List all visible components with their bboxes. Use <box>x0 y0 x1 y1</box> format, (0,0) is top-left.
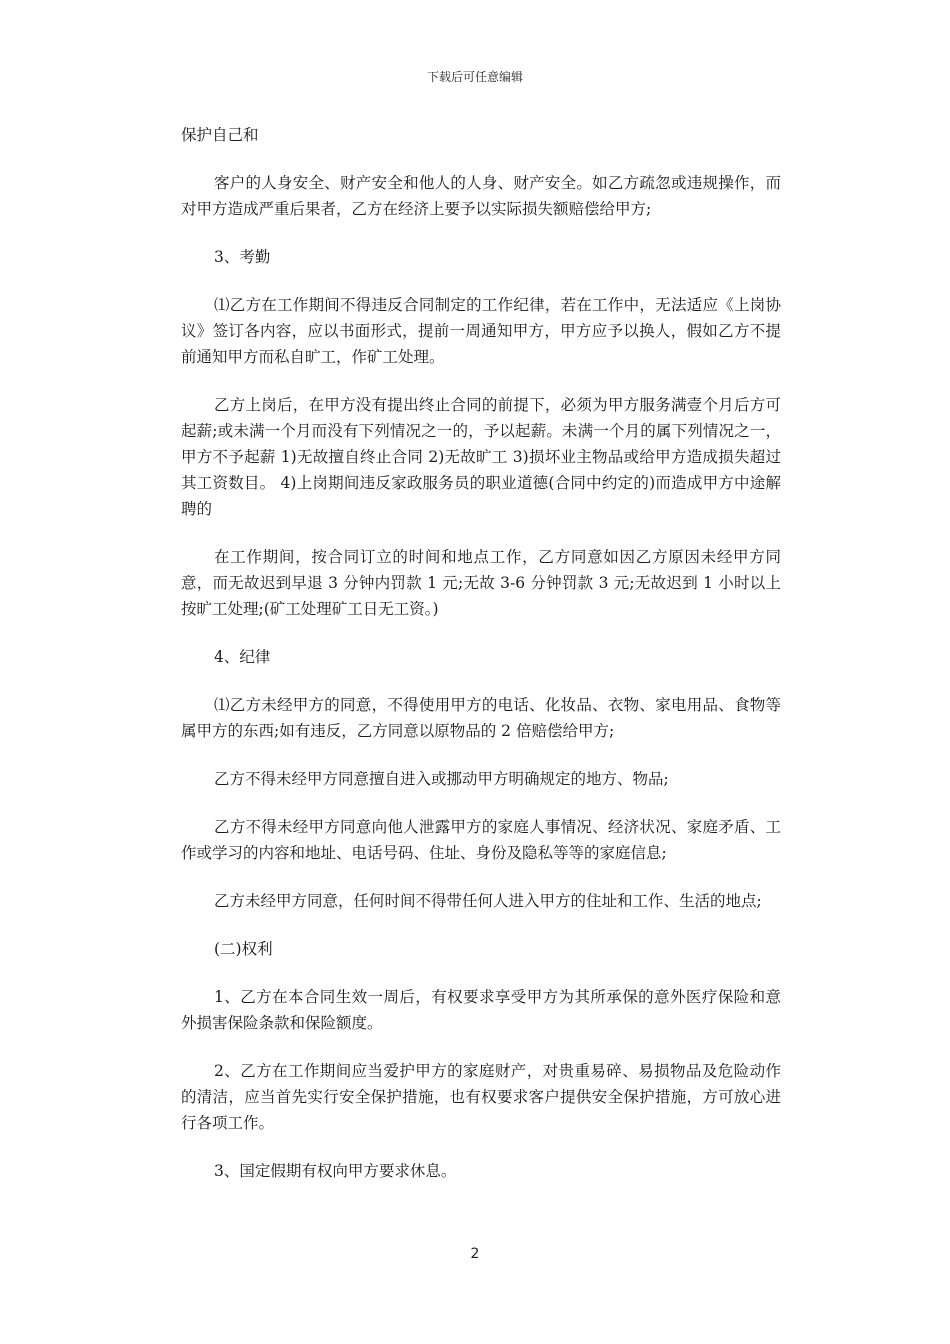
paragraph: 乙方未经甲方同意，任何时间不得带任何人进入甲方的住址和工作、生活的地点; <box>214 892 762 910</box>
paragraph: 乙方不得未经甲方同意向他人泄露甲方的家庭人事情况、经济状况、家庭矛盾、工作或学习的内容和地址、电话号码、住址、身份及隐私等等的家庭信息; <box>181 818 781 862</box>
paragraph: ⑴乙方未经甲方的同意，不得使用甲方的电话、化妆品、衣物、家电用品、食物等属甲方的东西;如有违反，乙方同意以原物品的 2 倍赔偿给甲方; <box>181 696 781 740</box>
paragraph: 在工作期间，按合同订立的时间和地点工作，乙方同意如因乙方原因未经甲方同意，而无故迟到早退 3 分钟内罚款 1 元;无故 3-6 分钟罚款 3 元;无故迟到 1 小时以上按旷工处理;(矿工处理矿工日无工资。) <box>181 548 781 618</box>
paragraph: 乙方不得未经甲方同意擅自进入或挪动甲方明确规定的地方、物品; <box>214 770 669 788</box>
paragraph: 保护自己和 <box>181 126 259 144</box>
paragraph: ⑴乙方在工作期间不得违反合同制定的工作纪律，若在工作中，无法适应《上岗协议》签订各内容，应以书面形式，提前一周通知甲方，甲方应予以换人，假如乙方不提前通知甲方而私自旷工，作矿工处理。 <box>181 296 781 366</box>
page-number: 2 <box>470 1246 480 1262</box>
paragraph: 客户的人身安全、财产安全和他人的人身、财产安全。如乙方疏忽或违规操作，而对甲方造成严重后果者，乙方在经济上要予以实际损失额赔偿给甲方; <box>181 174 781 218</box>
section-heading: 3、考勤 <box>214 248 271 266</box>
page-header: 下载后可任意编辑 <box>426 70 523 84</box>
section-heading: (二)权利 <box>214 940 273 958</box>
paragraph: 乙方上岗后，在甲方没有提出终止合同的前提下，必须为甲方服务满壹个月后方可起薪;或未满一个月而没有下列情况之一的，予以起薪。未满一个月的属下列情况之一，甲方不予起薪 1)无故擅自终止合同 2)无故旷工 3)损坏业主物品或给甲方造成损失超过其工资数目。 4)上岗期间违反家政服务员的职业道德(合同中约定的)而造成甲方中途解聘的 <box>181 396 781 518</box>
paragraph: 1、乙方在本合同生效一周后，有权要求享受甲方为其所承保的意外医疗保险和意外损害保险条款和保险额度。 <box>181 988 781 1032</box>
paragraph: 2、乙方在工作期间应当爱护甲方的家庭财产，对贵重易碎、易损物品及危险动作的清洁，应当首先实行安全保护措施，也有权要求客户提供安全保护措施，方可放心进行各项工作。 <box>181 1062 781 1132</box>
paragraph: 3、国定假期有权向甲方要求休息。 <box>214 1162 457 1180</box>
section-heading: 4、纪律 <box>214 648 271 666</box>
document-body <box>181 122 781 1206</box>
